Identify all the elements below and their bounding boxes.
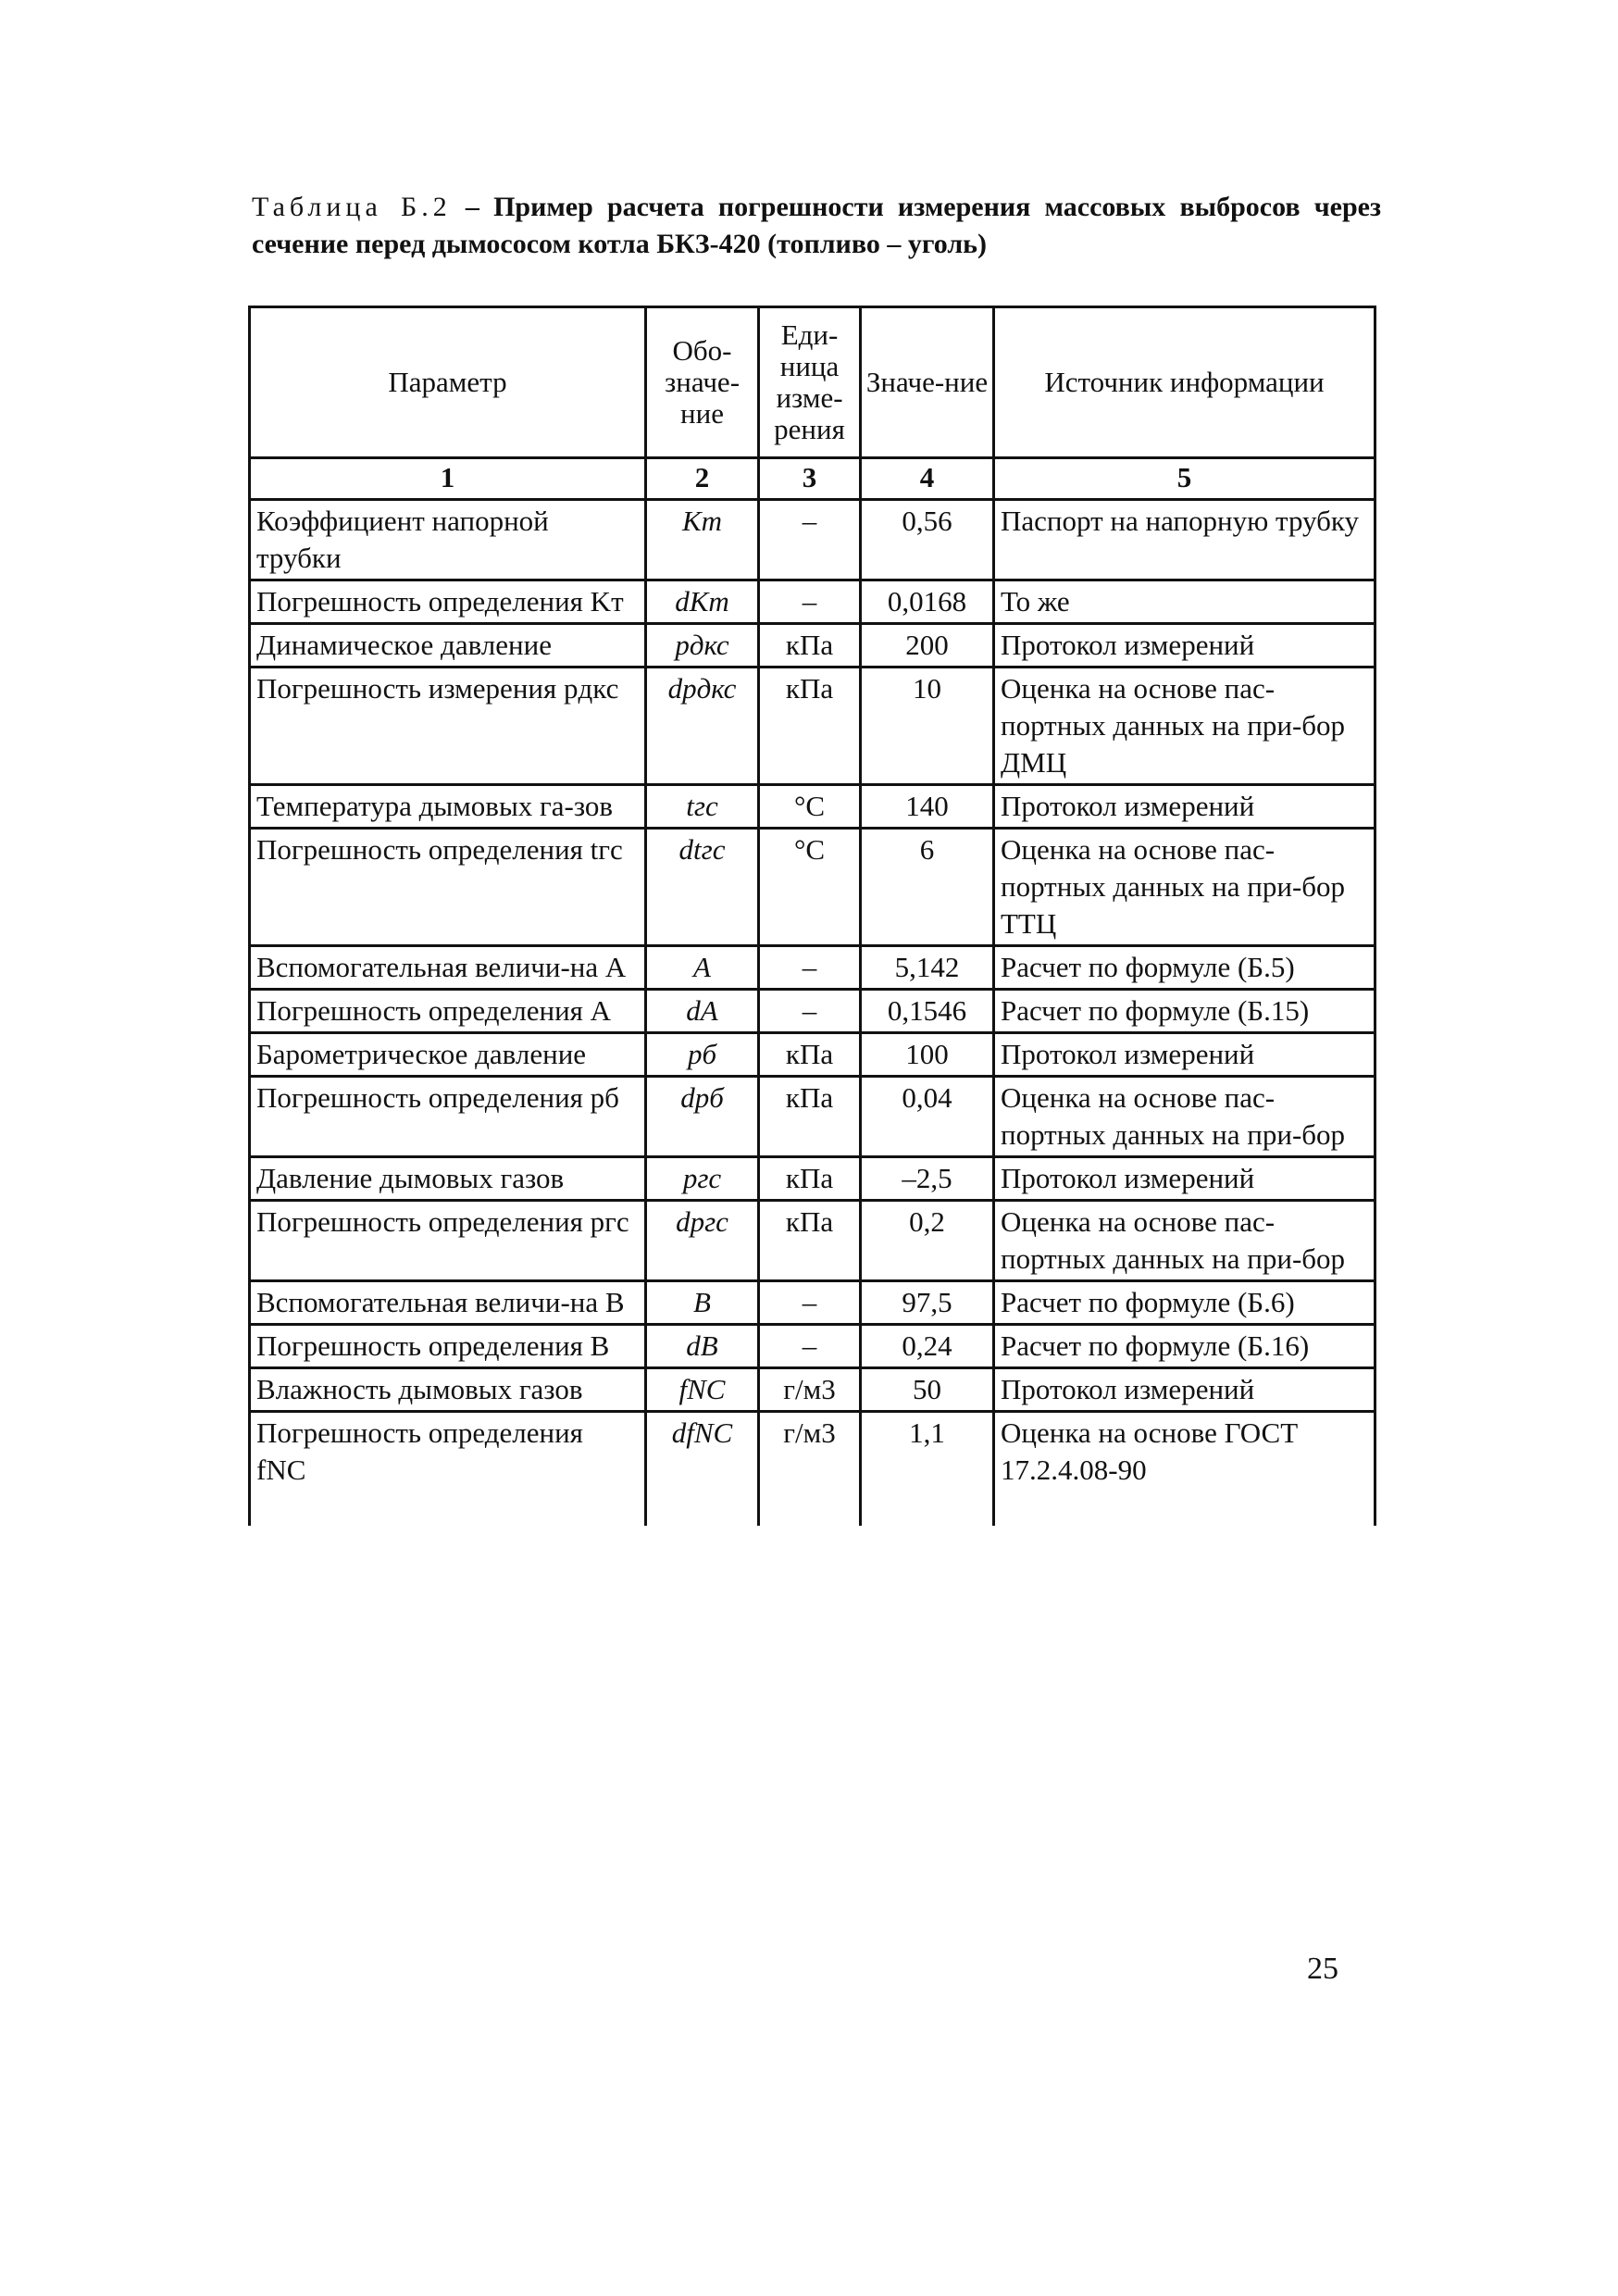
cell-symbol: dA [646,990,759,1033]
table-row [250,829,1375,946]
table-caption-label: Таблица Б.2 [252,192,452,222]
table-row [250,580,1375,624]
cell-parameter: Коэффициент напорной трубки [250,500,646,580]
cell-symbol: dpб [646,1077,759,1157]
cell-parameter: Вспомогательная величи-на B [250,1281,646,1325]
table-row [250,1077,1375,1157]
column-number: 3 [759,458,861,500]
table-row [250,785,1375,829]
cell-unit: г/м3 [759,1412,861,1527]
cell-value: 100 [861,1033,994,1077]
cell-source: Расчет по формуле (Б.15) [994,990,1375,1033]
cell-value: 0,04 [861,1077,994,1157]
cell-unit: – [759,1325,861,1368]
cell-source: Паспорт на напорную трубку [994,500,1375,580]
cell-unit: кПа [759,1201,861,1281]
cell-symbol: dtгс [646,829,759,946]
cell-value: 0,2 [861,1201,994,1281]
cell-parameter: Погрешность измерения pдкс [250,668,646,785]
table-row [250,1201,1375,1281]
table-header-row [250,307,1375,458]
cell-symbol: dpгс [646,1201,759,1281]
table-row [250,1281,1375,1325]
cell-value: 0,0168 [861,580,994,624]
cell-value: 5,142 [861,946,994,990]
table-row [250,1368,1375,1412]
cell-value: 0,56 [861,500,994,580]
cell-source: Расчет по формуле (Б.5) [994,946,1375,990]
table-body [250,500,1375,1527]
table-row [250,624,1375,668]
header-symbol: Обо-значе-ние [646,307,759,458]
cell-symbol: dB [646,1325,759,1368]
cell-value: 6 [861,829,994,946]
cell-parameter: Барометрическое давление [250,1033,646,1077]
cell-source: Протокол измерений [994,1033,1375,1077]
cell-parameter: Погрешность определения tгс [250,829,646,946]
cell-parameter: Динамическое давление [250,624,646,668]
cell-unit: – [759,946,861,990]
cell-parameter: Погрешность определения pгс [250,1201,646,1281]
header-parameter: Параметр [250,307,646,458]
cell-source: Протокол измерений [994,1368,1375,1412]
cell-unit: – [759,990,861,1033]
table-row [250,1412,1375,1527]
cell-unit: кПа [759,1077,861,1157]
cell-source: То же [994,580,1375,624]
cell-unit: кПа [759,1033,861,1077]
cell-parameter: Погрешность определения B [250,1325,646,1368]
cell-symbol: dfNC [646,1412,759,1527]
table-row [250,1325,1375,1368]
cell-symbol: dKт [646,580,759,624]
column-number: 2 [646,458,759,500]
table-row [250,668,1375,785]
header-source: Источник информации [994,307,1375,458]
header-unit: Еди-ница изме-рения [759,307,861,458]
cell-value: 97,5 [861,1281,994,1325]
cell-source: Оценка на основе пас-портных данных на при-бор [994,1201,1375,1281]
cell-unit: г/м3 [759,1368,861,1412]
cell-parameter: Погрешность определения A [250,990,646,1033]
cell-source: Протокол измерений [994,1157,1375,1201]
cell-value: 0,24 [861,1325,994,1368]
table-row [250,500,1375,580]
cell-value: 200 [861,624,994,668]
cell-symbol: tгс [646,785,759,829]
cell-value: 50 [861,1368,994,1412]
table-row [250,946,1375,990]
cell-parameter: Температура дымовых га-зов [250,785,646,829]
cell-unit: – [759,580,861,624]
cell-source: Оценка на основе пас-портных данных на при-бор [994,1077,1375,1157]
cell-value: –2,5 [861,1157,994,1201]
cell-value: 0,1546 [861,990,994,1033]
cell-value: 10 [861,668,994,785]
cell-parameter: Давление дымовых газов [250,1157,646,1201]
table-caption [252,189,1381,263]
cell-source: Протокол измерений [994,624,1375,668]
cell-source: Оценка на основе пас-портных данных на при-бор ТТЦ [994,829,1375,946]
cell-symbol: A [646,946,759,990]
cell-parameter: Влажность дымовых газов [250,1368,646,1412]
cell-unit: °С [759,829,861,946]
cell-source: Оценка на основе ГОСТ 17.2.4.08-90 [994,1412,1375,1527]
cell-symbol: B [646,1281,759,1325]
cell-source: Протокол измерений [994,785,1375,829]
cell-parameter: Погрешность определения fNC [250,1412,646,1527]
cell-unit: кПа [759,668,861,785]
cell-symbol: Kт [646,500,759,580]
cell-value: 140 [861,785,994,829]
cell-source: Расчет по формуле (Б.16) [994,1325,1375,1368]
column-number: 1 [250,458,646,500]
cell-unit: кПа [759,1157,861,1201]
cell-unit: – [759,1281,861,1325]
table-row [250,1033,1375,1077]
cell-parameter: Погрешность определения pб [250,1077,646,1157]
page-number: 25 [1307,1952,1338,1986]
cell-source: Оценка на основе пас-портных данных на при-бор ДМЦ [994,668,1375,785]
cell-symbol: pб [646,1033,759,1077]
cell-symbol: fNC [646,1368,759,1412]
table-caption-text: – Пример расчета погрешности измерения массовых выбросов через сечение перед дымососом котла БКЗ-420 (топливо – уголь) [252,192,1381,259]
cell-unit: – [759,500,861,580]
cell-source: Расчет по формуле (Б.6) [994,1281,1375,1325]
column-number-row [250,458,1375,500]
cell-symbol: dpдкс [646,668,759,785]
cell-symbol: pдкс [646,624,759,668]
cell-value: 1,1 [861,1412,994,1527]
cell-parameter: Погрешность определения Kт [250,580,646,624]
data-table [248,306,1376,1526]
column-number: 5 [994,458,1375,500]
header-value: Значе-ние [861,307,994,458]
table-row [250,990,1375,1033]
cell-parameter: Вспомогательная величи-на A [250,946,646,990]
column-number: 4 [861,458,994,500]
cell-unit: кПа [759,624,861,668]
cell-symbol: pгс [646,1157,759,1201]
cell-unit: °С [759,785,861,829]
table-row [250,1157,1375,1201]
